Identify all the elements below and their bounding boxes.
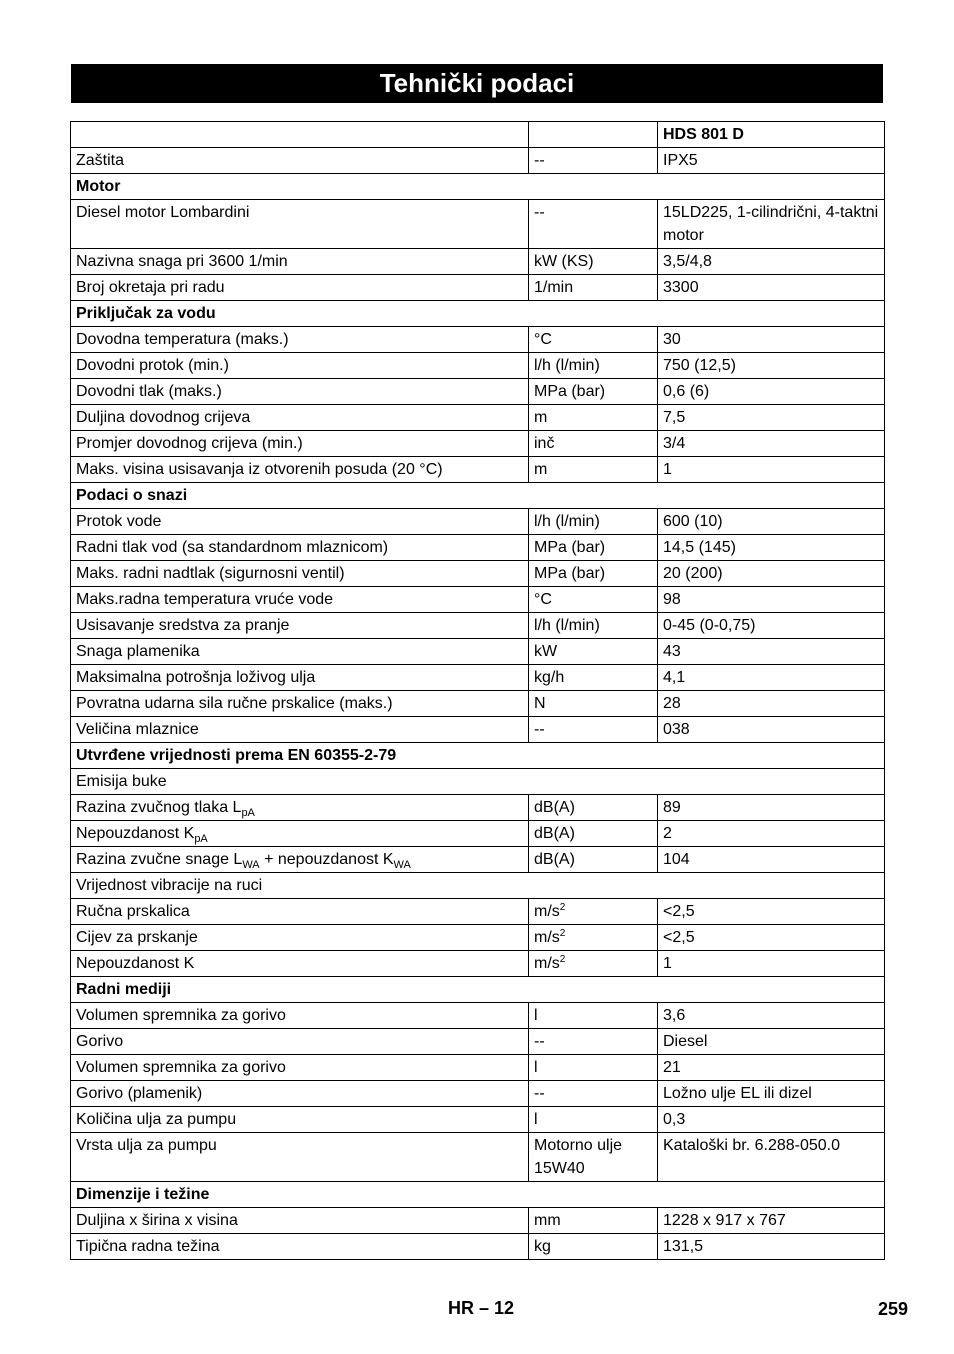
table-row (71, 1208, 885, 1234)
parameter-label (71, 353, 529, 379)
parameter-unit (529, 665, 658, 691)
parameter-unit-superscript: 2 (559, 902, 566, 913)
parameter-value: 1228 x 917 x 767 (658, 1208, 885, 1234)
parameter-label-text: Povratna udarna sila ručne prskalice (maks.) (76, 695, 393, 712)
parameter-unit (529, 1133, 658, 1182)
parameter-value: Ložno ulje EL ili dizel (658, 1081, 885, 1107)
parameter-unit (529, 379, 658, 405)
parameter-label-text: Gorivo (plamenik) (76, 1085, 203, 1102)
table-row (71, 925, 885, 951)
parameter-label (71, 951, 529, 977)
parameter-unit-text: l (534, 1059, 538, 1076)
parameter-unit-text: kW (KS) (534, 253, 594, 270)
parameter-value: 750 (12,5) (658, 353, 885, 379)
parameter-value: 28 (658, 691, 885, 717)
parameter-unit-text: m/s (534, 955, 560, 972)
parameter-label-text: Nepouzdanost K (76, 825, 195, 842)
section-title: Motor (71, 174, 885, 200)
parameter-label (71, 665, 529, 691)
parameter-unit-text: inč (534, 435, 555, 452)
parameter-label-text: Ručna prskalica (76, 903, 190, 920)
parameter-label-subscript: pA (241, 807, 255, 819)
parameter-unit-text: mm (534, 1212, 561, 1229)
parameter-label (71, 1208, 529, 1234)
parameter-label-text: Veličina mlaznice (76, 721, 199, 738)
table-row (71, 821, 885, 847)
parameter-label (71, 1003, 529, 1029)
table-row (71, 353, 885, 379)
section-header-row (71, 301, 885, 327)
parameter-unit-text: m (534, 461, 548, 478)
parameter-unit (529, 353, 658, 379)
table-row (71, 200, 885, 249)
table-row (71, 717, 885, 743)
parameter-label-text: Zaštita (76, 152, 125, 169)
parameter-label-text: Duljina dovodnog crijeva (76, 409, 251, 426)
parameter-label-text: Duljina x širina x visina (76, 1212, 238, 1229)
parameter-label-text: Razina zvučne snage L (76, 851, 243, 868)
parameter-unit (529, 509, 658, 535)
table-row (71, 795, 885, 821)
parameter-label-text: Volumen spremnika za gorivo (76, 1007, 286, 1024)
parameter-label (71, 613, 529, 639)
header-empty-cell (71, 122, 529, 148)
page-title: Tehnički podaci (71, 64, 883, 103)
parameter-value: 038 (658, 717, 885, 743)
parameter-unit (529, 1234, 658, 1260)
table-row (71, 275, 885, 301)
parameter-unit (529, 249, 658, 275)
parameter-label (71, 717, 529, 743)
table-row (71, 1234, 885, 1260)
parameter-label-text: Dovodni protok (min.) (76, 357, 229, 374)
parameter-unit-text: °C (534, 591, 552, 608)
parameter-unit-superscript: 2 (559, 954, 566, 965)
parameter-value: 0,6 (6) (658, 379, 885, 405)
model-name: HDS 801 D (658, 122, 885, 148)
table-row (71, 1029, 885, 1055)
parameter-unit (529, 587, 658, 613)
parameter-label (71, 457, 529, 483)
parameter-unit-text: -- (534, 152, 545, 169)
parameter-label-text: + nepouzdanost K (259, 851, 394, 868)
parameter-label (71, 561, 529, 587)
parameter-label-text: Vrsta ulja za pumpu (76, 1137, 217, 1154)
section-title: Priključak za vodu (71, 301, 885, 327)
parameter-label (71, 275, 529, 301)
parameter-unit (529, 821, 658, 847)
parameter-label-text: Dovodna temperatura (maks.) (76, 331, 289, 348)
parameter-unit (529, 613, 658, 639)
parameter-unit (529, 1055, 658, 1081)
parameter-unit-text: m/s (534, 903, 560, 920)
section-header-row (71, 1182, 885, 1208)
parameter-label-text: Promjer dovodnog crijeva (min.) (76, 435, 303, 452)
footer-language-code: HR – 12 (448, 1298, 515, 1318)
parameter-unit (529, 431, 658, 457)
parameter-unit (529, 275, 658, 301)
section-header-row (71, 743, 885, 769)
parameter-value: 98 (658, 587, 885, 613)
parameter-label-text: Maks.radna temperatura vruće vode (76, 591, 334, 608)
parameter-label-text: Gorivo (76, 1033, 124, 1050)
parameter-value: 14,5 (145) (658, 535, 885, 561)
table-row (71, 431, 885, 457)
subheading-title: Emisija buke (71, 769, 885, 795)
parameter-value: Diesel (658, 1029, 885, 1055)
parameter-unit-text: -- (534, 1033, 545, 1050)
parameter-unit-text: MPa (bar) (534, 565, 606, 582)
parameter-unit-text: kW (534, 643, 558, 660)
parameter-unit-text: l (534, 1111, 538, 1128)
parameter-value: 1 (658, 457, 885, 483)
parameter-unit-text: m (534, 409, 548, 426)
parameter-label (71, 847, 529, 873)
table-row (71, 899, 885, 925)
table-row (71, 587, 885, 613)
table-row (71, 405, 885, 431)
technical-data-body (71, 122, 885, 1260)
subheading-row (71, 769, 885, 795)
parameter-unit (529, 951, 658, 977)
parameter-label-text: Usisavanje sredstva za pranje (76, 617, 290, 634)
header-empty-cell (529, 122, 658, 148)
subheading-title: Vrijednost vibracije na ruci (71, 873, 885, 899)
table-row (71, 327, 885, 353)
parameter-value: 0-45 (0-0,75) (658, 613, 885, 639)
parameter-unit-text: l/h (l/min) (534, 617, 600, 634)
parameter-label (71, 535, 529, 561)
parameter-value: 3/4 (658, 431, 885, 457)
parameter-value: 3,6 (658, 1003, 885, 1029)
parameter-label-text: Nazivna snaga pri 3600 1/min (76, 253, 288, 270)
section-header-row (71, 977, 885, 1003)
parameter-unit-text: Motorno ulje 15W40 (534, 1137, 623, 1177)
table-row (71, 691, 885, 717)
parameter-unit (529, 691, 658, 717)
parameter-value: 30 (658, 327, 885, 353)
parameter-unit (529, 1107, 658, 1133)
section-title: Radni mediji (71, 977, 885, 1003)
parameter-label (71, 1081, 529, 1107)
parameter-unit-text: l/h (l/min) (534, 513, 600, 530)
technical-data-table (70, 121, 885, 1260)
parameter-unit (529, 200, 658, 249)
parameter-value: 131,5 (658, 1234, 885, 1260)
section-title: Utvrđene vrijednosti prema EN 60355-2-79 (71, 743, 885, 769)
parameter-value: 0,3 (658, 1107, 885, 1133)
parameter-label (71, 431, 529, 457)
section-title: Podaci o snazi (71, 483, 885, 509)
parameter-label-text: Cijev za prskanje (76, 929, 198, 946)
parameter-unit (529, 639, 658, 665)
parameter-label-text: Tipična radna težina (76, 1238, 220, 1255)
parameter-label-text: Maksimalna potrošnja loživog ulja (76, 669, 316, 686)
parameter-label (71, 379, 529, 405)
parameter-label-text: Dovodni tlak (maks.) (76, 383, 222, 400)
parameter-label (71, 587, 529, 613)
parameter-label-text: Nepouzdanost K (76, 955, 195, 972)
parameter-label (71, 509, 529, 535)
parameter-unit-text: 1/min (534, 279, 574, 296)
section-header-row (71, 174, 885, 200)
parameter-label (71, 1133, 529, 1182)
parameter-label (71, 821, 529, 847)
table-header-row (71, 122, 885, 148)
parameter-label-subscript: WA (393, 859, 411, 871)
parameter-unit (529, 1003, 658, 1029)
table-row (71, 1055, 885, 1081)
parameter-unit (529, 795, 658, 821)
table-row (71, 379, 885, 405)
parameter-unit-text: l (534, 1007, 538, 1024)
parameter-value: 20 (200) (658, 561, 885, 587)
table-row (71, 847, 885, 873)
parameter-label-subscript: pA (194, 833, 208, 845)
parameter-label-text: Diesel motor Lombardini (76, 204, 250, 221)
parameter-label-text: Radni tlak vod (sa standardnom mlaznicom) (76, 539, 389, 556)
parameter-unit (529, 148, 658, 174)
parameter-label (71, 795, 529, 821)
table-row (71, 1003, 885, 1029)
parameter-label-text: Maks. visina usisavanja iz otvorenih posuda (20 °C) (76, 461, 443, 478)
parameter-label-text: Protok vode (76, 513, 162, 530)
parameter-unit-text: °C (534, 331, 552, 348)
parameter-value: 1 (658, 951, 885, 977)
parameter-unit-text: dB(A) (534, 799, 575, 816)
parameter-unit-text: N (534, 695, 546, 712)
parameter-unit-text: dB(A) (534, 851, 575, 868)
parameter-unit (529, 899, 658, 925)
parameter-value: 600 (10) (658, 509, 885, 535)
parameter-value: <2,5 (658, 899, 885, 925)
table-row (71, 1107, 885, 1133)
parameter-unit (529, 457, 658, 483)
parameter-label-subscript: WA (242, 859, 260, 871)
subheading-row (71, 873, 885, 899)
parameter-unit-text: MPa (bar) (534, 539, 606, 556)
parameter-unit-text: -- (534, 1085, 545, 1102)
parameter-label (71, 1029, 529, 1055)
table-row (71, 249, 885, 275)
table-row (71, 535, 885, 561)
parameter-value: 15LD225, 1-cilindrični, 4-taktni motor (658, 200, 885, 249)
parameter-label-text: Snaga plamenika (76, 643, 200, 660)
parameter-value: IPX5 (658, 148, 885, 174)
parameter-label (71, 899, 529, 925)
parameter-label-text: Razina zvučnog tlaka L (76, 799, 242, 816)
parameter-value: 3,5/4,8 (658, 249, 885, 275)
parameter-label-text: Količina ulja za pumpu (76, 1111, 237, 1128)
parameter-value: <2,5 (658, 925, 885, 951)
parameter-unit-text: dB(A) (534, 825, 575, 842)
parameter-unit (529, 925, 658, 951)
parameter-label (71, 327, 529, 353)
parameter-label (71, 1055, 529, 1081)
section-title: Dimenzije i težine (71, 1182, 885, 1208)
table-row (71, 951, 885, 977)
parameter-label (71, 691, 529, 717)
section-header-row (71, 483, 885, 509)
parameter-value: 43 (658, 639, 885, 665)
parameter-value: 21 (658, 1055, 885, 1081)
parameter-unit-text: kg/h (534, 669, 565, 686)
parameter-unit-text: m/s (534, 929, 560, 946)
parameter-unit-text: l/h (l/min) (534, 357, 600, 374)
parameter-label (71, 925, 529, 951)
parameter-value: Kataloški br. 6.288-050.0 (658, 1133, 885, 1182)
parameter-unit (529, 1081, 658, 1107)
parameter-label (71, 639, 529, 665)
table-row (71, 561, 885, 587)
parameter-unit (529, 1029, 658, 1055)
parameter-label (71, 1234, 529, 1260)
parameter-value: 2 (658, 821, 885, 847)
table-row (71, 1133, 885, 1182)
parameter-unit-text: MPa (bar) (534, 383, 606, 400)
parameter-label-text: Volumen spremnika za gorivo (76, 1059, 286, 1076)
parameter-unit (529, 717, 658, 743)
parameter-label (71, 1107, 529, 1133)
parameter-value: 7,5 (658, 405, 885, 431)
parameter-unit-text: kg (534, 1238, 551, 1255)
parameter-value: 104 (658, 847, 885, 873)
parameter-unit-superscript: 2 (559, 928, 566, 939)
parameter-unit-text: -- (534, 721, 545, 738)
parameter-label (71, 148, 529, 174)
table-row (71, 148, 885, 174)
table-row (71, 1081, 885, 1107)
parameter-value: 4,1 (658, 665, 885, 691)
parameter-unit (529, 847, 658, 873)
table-row (71, 613, 885, 639)
table-row (71, 509, 885, 535)
parameter-label-text: Broj okretaja pri radu (76, 279, 225, 296)
table-row (71, 665, 885, 691)
parameter-label (71, 200, 529, 249)
table-row (71, 457, 885, 483)
footer-page-number: 259 (878, 1299, 909, 1319)
parameter-unit-text: -- (534, 204, 545, 221)
parameter-unit (529, 1208, 658, 1234)
parameter-unit (529, 405, 658, 431)
parameter-label-text: Maks. radni nadtlak (sigurnosni ventil) (76, 565, 345, 582)
parameter-unit (529, 327, 658, 353)
parameter-unit (529, 561, 658, 587)
parameter-label (71, 249, 529, 275)
parameter-unit (529, 535, 658, 561)
parameter-value: 89 (658, 795, 885, 821)
parameter-label (71, 405, 529, 431)
table-row (71, 639, 885, 665)
parameter-value: 3300 (658, 275, 885, 301)
